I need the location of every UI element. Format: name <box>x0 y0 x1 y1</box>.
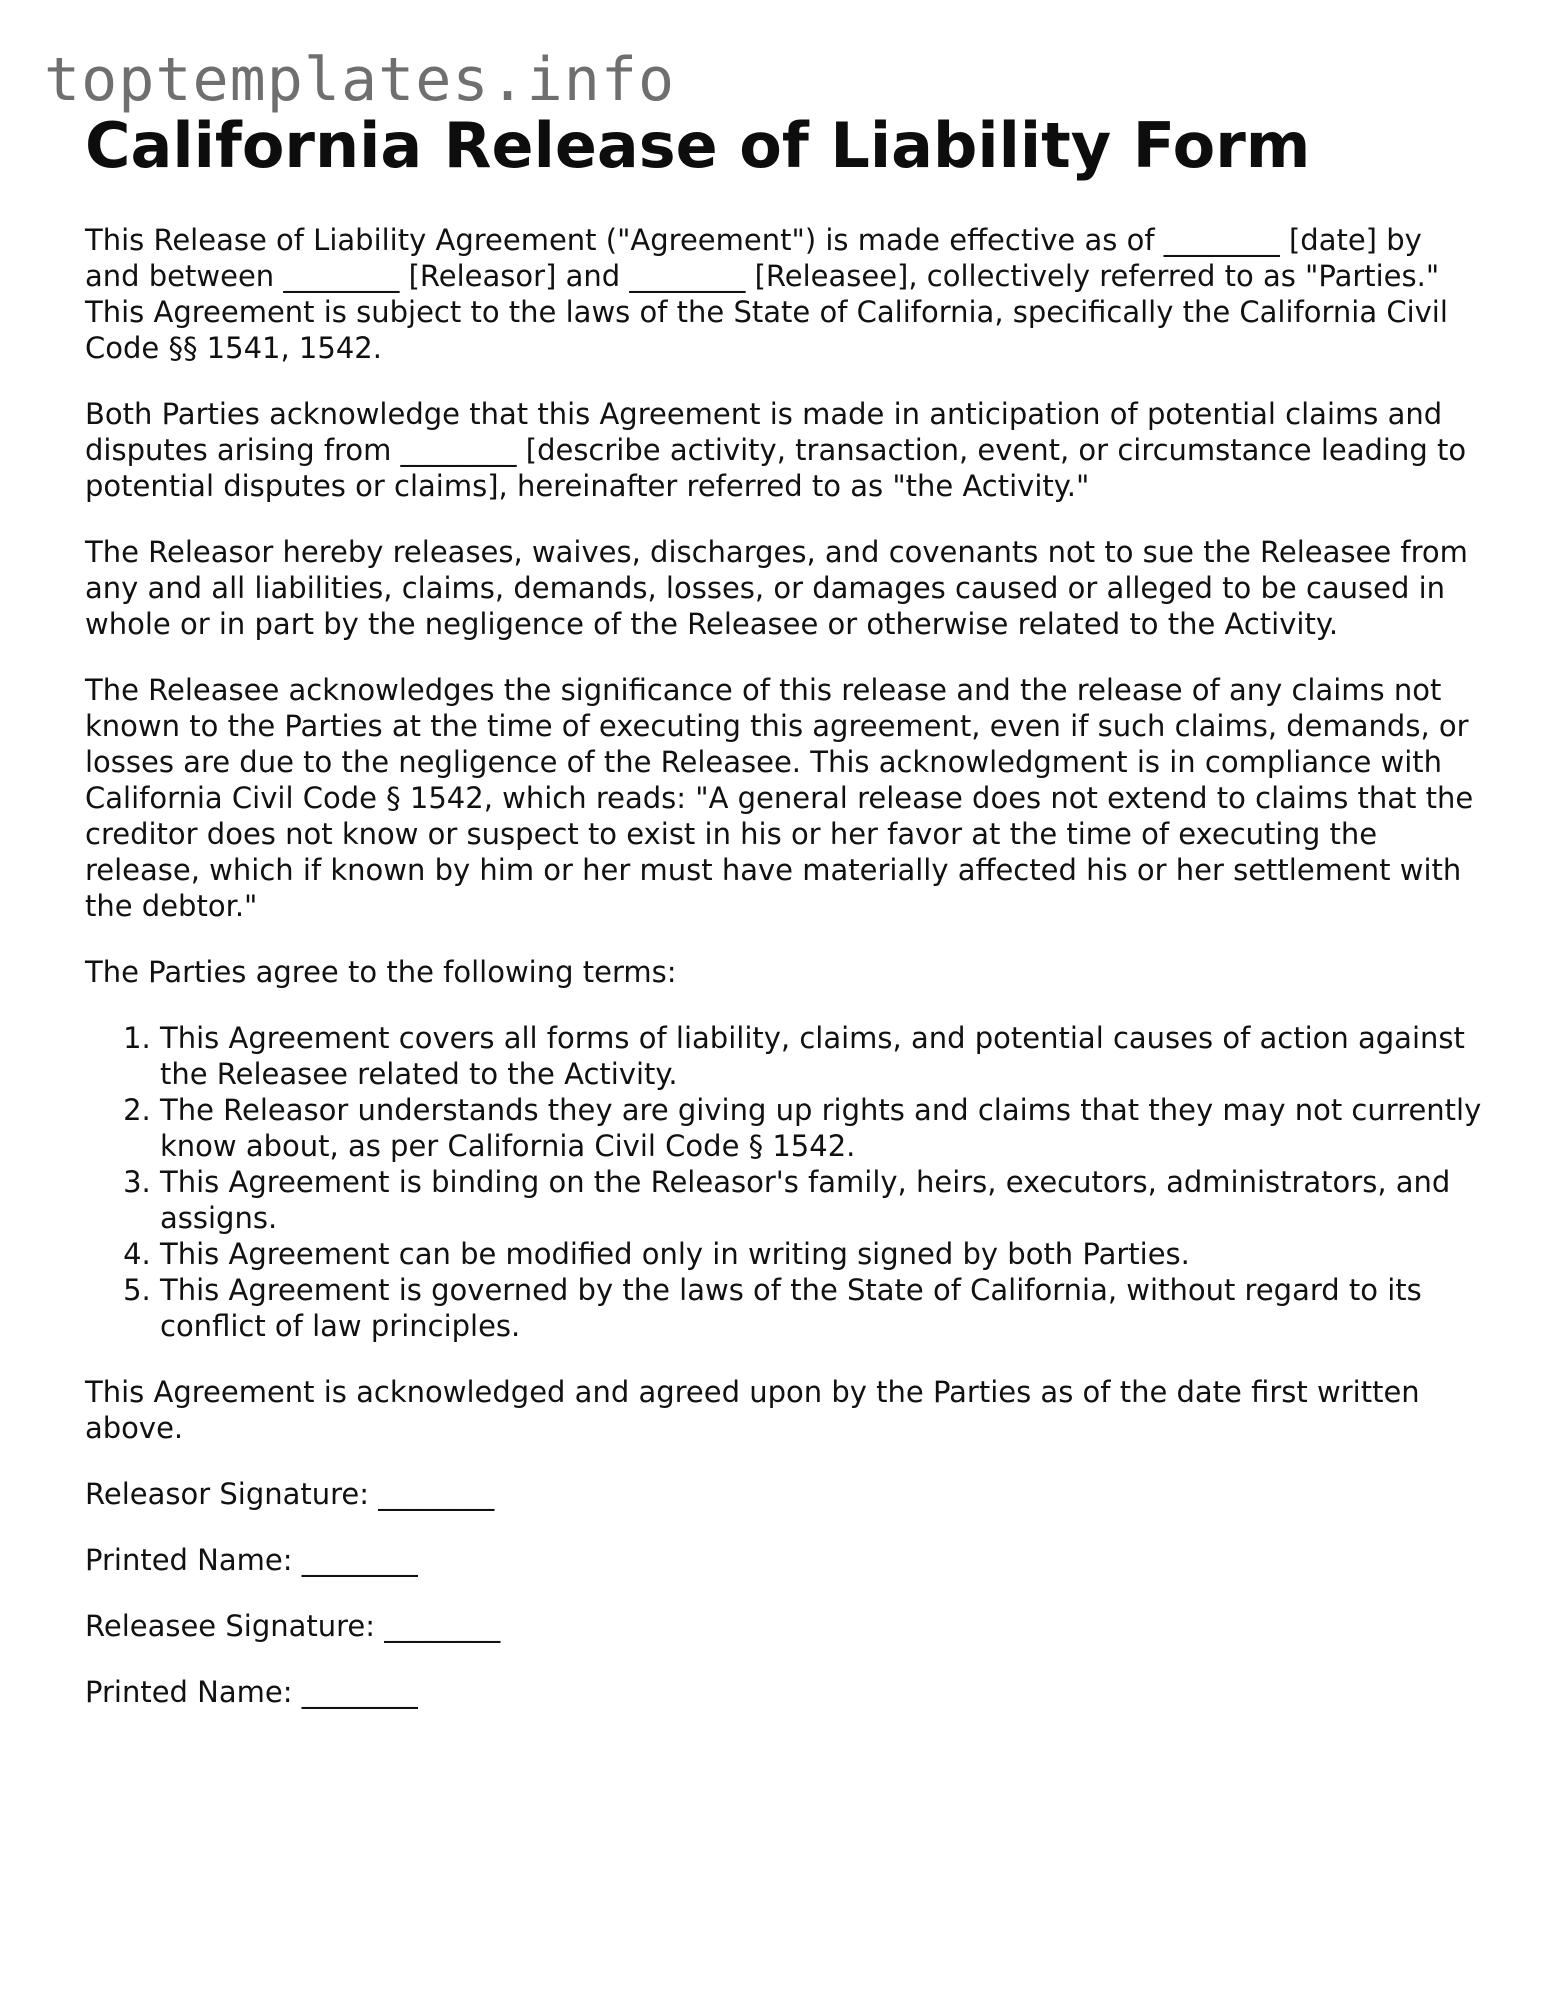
paragraph-effective-date: This Release of Liability Agreement ("Agreement") is made effective as of ________ [date] by and between ________ [Releasor] and ________ [Releasee], collectively referred to as "Parties." This Agreement is subject to the laws of the State of California, specifically the California Civil Code §§ 1541, 1542. <box>85 223 1448 365</box>
releasee-signature-line: Releasee Signature: ________ <box>85 1609 501 1643</box>
releasor-signature-line: Releasor Signature: ________ <box>85 1477 495 1511</box>
document-title: California Release of Liability Form <box>85 109 1311 182</box>
term-item: 2. The Releasor understands they are giving up rights and claims that they may not currently know about, as per California Civil Code § 1542. <box>160 1092 1485 1164</box>
term-item: 5. This Agreement is governed by the laws of the State of California, without regard to its conflict of law principles. <box>160 1272 1485 1344</box>
term-item: 1. This Agreement covers all forms of liability, claims, and potential causes of action against the Releasee related to the Activity. <box>160 1020 1485 1092</box>
releasee-printed-name-line: Printed Name: ________ <box>85 1675 418 1709</box>
releasor-printed-name-line: Printed Name: ________ <box>85 1543 418 1577</box>
document-body <box>85 222 1485 1710</box>
paragraph-closing: This Agreement is acknowledged and agreed upon by the Parties as of the date first written above. <box>85 1375 1420 1445</box>
paragraph-terms-intro: The Parties agree to the following terms: <box>85 955 677 989</box>
watermark-text: toptemplates.info <box>44 45 676 115</box>
paragraph-release: The Releasor hereby releases, waives, discharges, and covenants not to sue the Releasee from any and all liabilities, claims, demands, losses, or damages caused or alleged to be caused in whole or in part by the negligence of the Releasee or otherwise related to the Activity. <box>85 535 1468 641</box>
term-item: 3. This Agreement is binding on the Releasor's family, heirs, executors, administrators, and assigns. <box>160 1164 1485 1236</box>
paragraph-activity: Both Parties acknowledge that this Agreement is made in anticipation of potential claims and disputes arising from ________ [describe activity, transaction, event, or circumstance leading to potential disputes or claims], hereinafter referred to as "the Activity." <box>85 397 1467 503</box>
document <box>85 110 1485 1740</box>
term-item: 4. This Agreement can be modified only in writing signed by both Parties. <box>160 1236 1485 1272</box>
terms-list <box>85 1020 1485 1344</box>
paragraph-civil-code: The Releasee acknowledges the significance of this release and the release of any claims not known to the Parties at the time of executing this agreement, even if such claims, demands, or losses are due to the negligence of the Releasee. This acknowledgment is in compliance with California Civil Code § 1542, which reads: "A general release does not extend to claims that the creditor does not know or suspect to exist in his or her favor at the time of executing the release, which if known by him or her must have materially affected his or her settlement with the debtor." <box>85 673 1474 923</box>
